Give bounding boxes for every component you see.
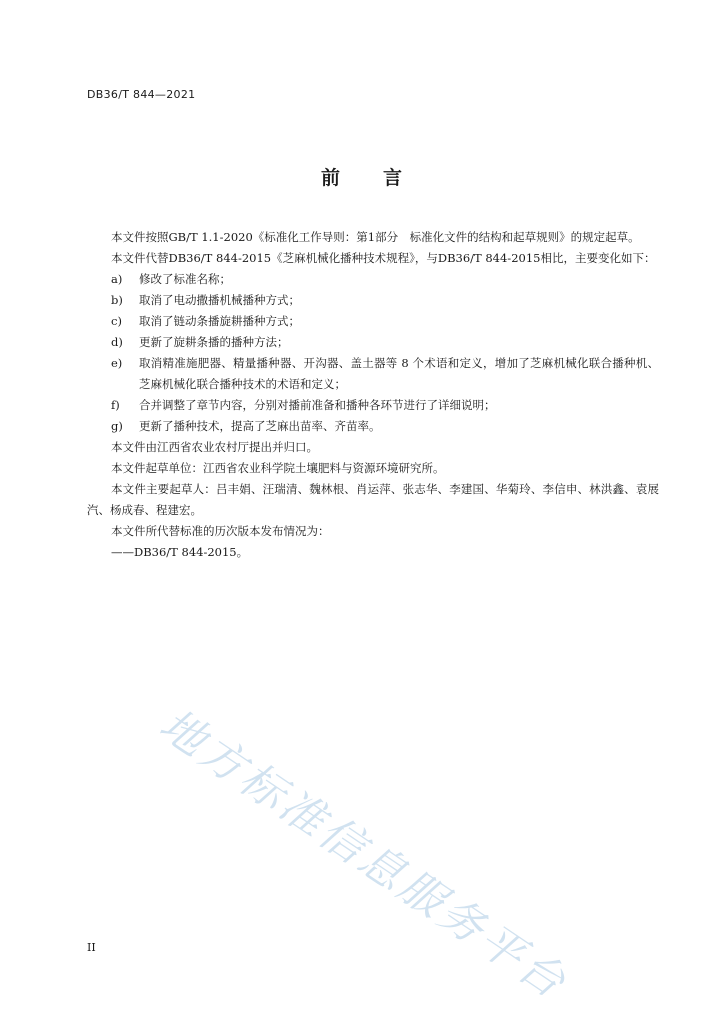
- list-text: 更新了播种技术，提高了芝麻出苗率、齐苗率。: [139, 419, 381, 433]
- list-marker: g): [111, 419, 123, 433]
- list-item: [87, 311, 659, 332]
- list-item: [87, 395, 659, 416]
- list-item: [87, 290, 659, 311]
- list-item: [87, 332, 659, 353]
- list-text: 取消精准施肥器、精量播种器、开沟器、盖土器等 8 个术语和定义，增加了芝麻机械化联合播种机、芝麻机械化联合播种技术的术语和定义；: [139, 356, 659, 391]
- paragraph-drafting-unit: 本文件起草单位：江西省农业科学院土壤肥料与资源环境研究所。: [111, 461, 445, 475]
- list-text: 更新了旋耕条播的播种方法；: [139, 335, 289, 349]
- list-text: 修改了标准名称；: [139, 272, 231, 286]
- paragraph-version-history: 本文件所代替标准的历次版本发布情况为：: [111, 524, 330, 538]
- document-code: DB36/T 844—2021: [87, 88, 196, 101]
- list-text: 取消了电动撒播机械播种方式；: [139, 293, 300, 307]
- changes-list: [87, 269, 659, 437]
- paragraph-drafters: 本文件主要起草人：吕丰娟、汪瑞清、魏林根、肖运萍、张志华、李建国、华菊玲、李信申、林洪鑫、袁展汽、杨成春、程建宏。: [87, 482, 659, 517]
- list-text: 合并调整了章节内容，分别对播前准备和播种各环节进行了详细说明；: [139, 398, 496, 412]
- list-item: [87, 269, 659, 290]
- watermark: 地方标准信息服务平台: [150, 699, 577, 1010]
- list-marker: d): [111, 335, 123, 349]
- page-number: II: [87, 941, 96, 954]
- list-marker: f): [111, 398, 120, 412]
- foreword-content: [87, 227, 659, 563]
- paragraph-previous-version: ——DB36/T 844-2015。: [111, 545, 249, 559]
- title-part-2: 言: [383, 167, 404, 189]
- list-marker: e): [111, 356, 123, 370]
- paragraph-proposer: 本文件由江西省农业农村厅提出并归口。: [111, 440, 318, 454]
- paragraph-replacement: 本文件代替DB36/T 844-2015《芝麻机械化播种技术规程》，与DB36/T 844-2015相比，主要变化如下：: [111, 251, 656, 265]
- list-marker: b): [111, 293, 123, 307]
- list-marker: c): [111, 314, 122, 328]
- list-text: 取消了链动条播旋耕播种方式；: [139, 314, 300, 328]
- title-part-1: 前: [320, 167, 341, 189]
- paragraph-drafting-rules: 本文件按照GB/T 1.1-2020《标准化工作导则：第1部分 标准化文件的结构和起草规则》的规定起草。: [111, 230, 640, 244]
- list-marker: a): [111, 272, 123, 286]
- list-item: [87, 416, 659, 437]
- list-item: [87, 353, 659, 395]
- page-title: [0, 163, 724, 190]
